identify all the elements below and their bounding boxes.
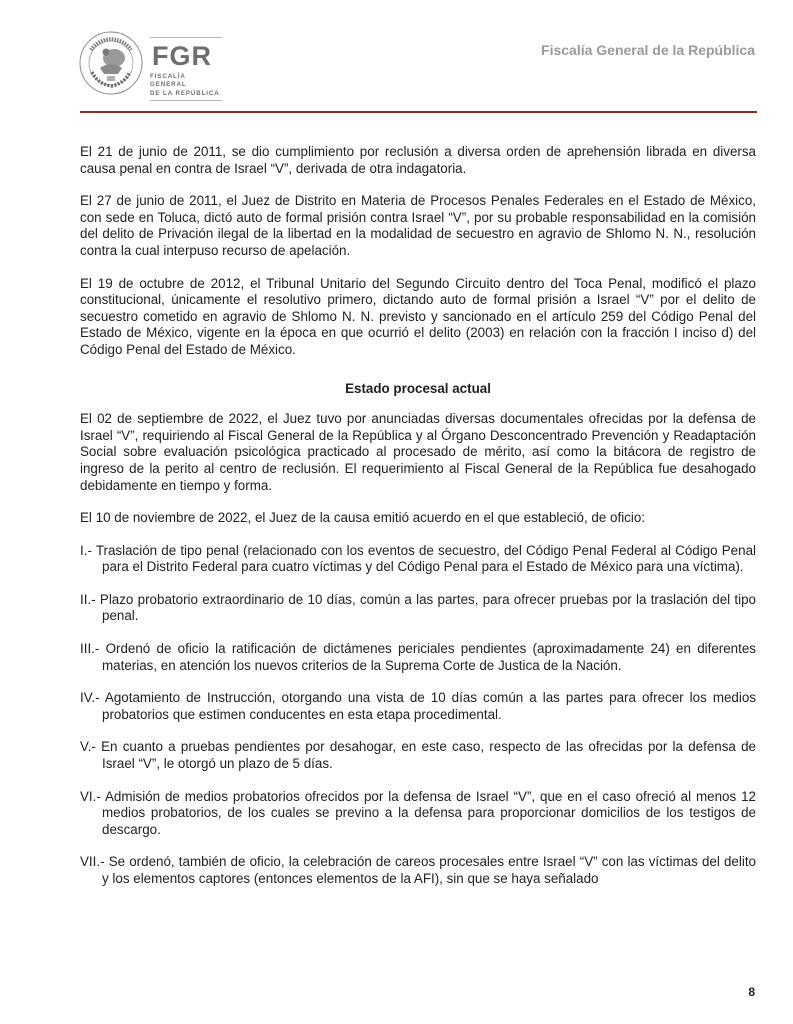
- logo-acronym: FGR: [152, 41, 212, 71]
- header-divider: [80, 111, 757, 113]
- agency-title: Fiscalía General de la República: [541, 42, 755, 58]
- fgr-logo: [150, 37, 222, 101]
- section-heading: Estado procesal actual: [345, 380, 491, 396]
- paragraph: El 19 de octubre de 2012, el Tribunal Unitario del Segundo Circuito dentro del Toca Penal, modificó el plazo constitucional, únicamente el resolutivo primero, dictando auto de formal prisión a Israel “V” por el delito de secuestro cometido en agravio de Shlomo N. N. previsto y sancionado en el artículo 259 del Código Penal del Estado de México, vigente en la época en que ocurrió el delito (2003) en relación con la fracción I inciso d) del Código Penal del Estado de México.: [80, 275, 756, 357]
- list-item: IV.- Agotamiento de Instrucción, otorgando una vista de 10 días común a las partes para ofrecer los medios probatorios que estimen conducentes en esta etapa procedimental.: [80, 690, 756, 722]
- paragraph: El 27 de junio de 2011, el Juez de Distrito en Materia de Procesos Penales Federales en el Estado de México, con sede en Toluca, dictó auto de formal prisión contra Israel “V”, por su probable responsabilidad en la comisión del delito de Privación ilegal de la libertad en la modalidad de secuestro en agravio de Shlomo N. N., resolución contra la cual interpuso recurso de apelación.: [80, 193, 756, 258]
- paragraph: El 10 de noviembre de 2022, el Juez de la causa emitió acuerdo en el que estableció, de oficio:: [80, 510, 646, 526]
- logo-top-rule: [150, 37, 222, 38]
- logo-bottom-rule: [150, 100, 222, 101]
- list-item: III.- Ordenó de oficio la ratificación de dictámenes periciales pendientes (aproximadamente 24) en diferentes materias, en atención los nuevos criterios de la Suprema Corte de Justica de la Nación.: [80, 641, 756, 673]
- logo-line-1: FISCALÍA GENERAL: [150, 73, 187, 88]
- list-item: VI.- Admisión de medios probatorios ofrecidos por la defensa de Israel “V”, que en el caso ofreció al menos 12 medios probatorios, de los cuales se previno a la defensa para proporcionar domicilios de los testigos de descargo.: [80, 788, 756, 837]
- list-item: I.- Traslación de tipo penal (relacionado con los eventos de secuestro, del Código Penal Federal al Código Penal para el Distrito Federal para cuatro víctimas y del Código Penal para el Estado de México para una víctima).: [80, 542, 756, 575]
- list-item: VII.- Se ordenó, también de oficio, la celebración de careos procesales entre Israel “V” con las víctimas del delito y los elementos captores (entonces elementos de la AFI), sin que se haya señalado: [80, 854, 756, 886]
- page-number: 8: [748, 985, 755, 999]
- document-body: [80, 144, 756, 904]
- list-item: V.- En cuanto a pruebas pendientes por desahogar, en este caso, respecto de las ofrecidas por la defensa de Israel “V”, le otorgó un plazo de 5 días.: [80, 739, 756, 772]
- logo-line-2: DE LA REPÚBLICA: [150, 90, 220, 97]
- page-header: [0, 0, 793, 120]
- paragraph: El 02 de septiembre de 2022, el Juez tuvo por anunciadas diversas documentales ofrecidas por la defensa de Israel “V”, requiriendo al Fiscal General de la República y al Órgano Desconcentrado Prevención y Readaptación Social sobre evaluación psicológica practicado al procesado de mérito, así como la bitácora de registro de ingreso de la perito al centro de reclusión. El requerimiento al Fiscal General de la República fue desahogado debidamente en tiempo y forma.: [80, 411, 756, 493]
- mexican-coat-of-arms-seal-icon: [78, 30, 144, 96]
- list-item: II.- Plazo probatorio extraordinario de 10 días, común a las partes, para ofrecer pruebas por la traslación del tipo penal.: [80, 591, 756, 624]
- paragraph: El 21 de junio de 2011, se dio cumplimiento por reclusión a diversa orden de aprehensión librada en diversa causa penal en contra de Israel “V”, derivada de otra indagatoria.: [80, 144, 756, 176]
